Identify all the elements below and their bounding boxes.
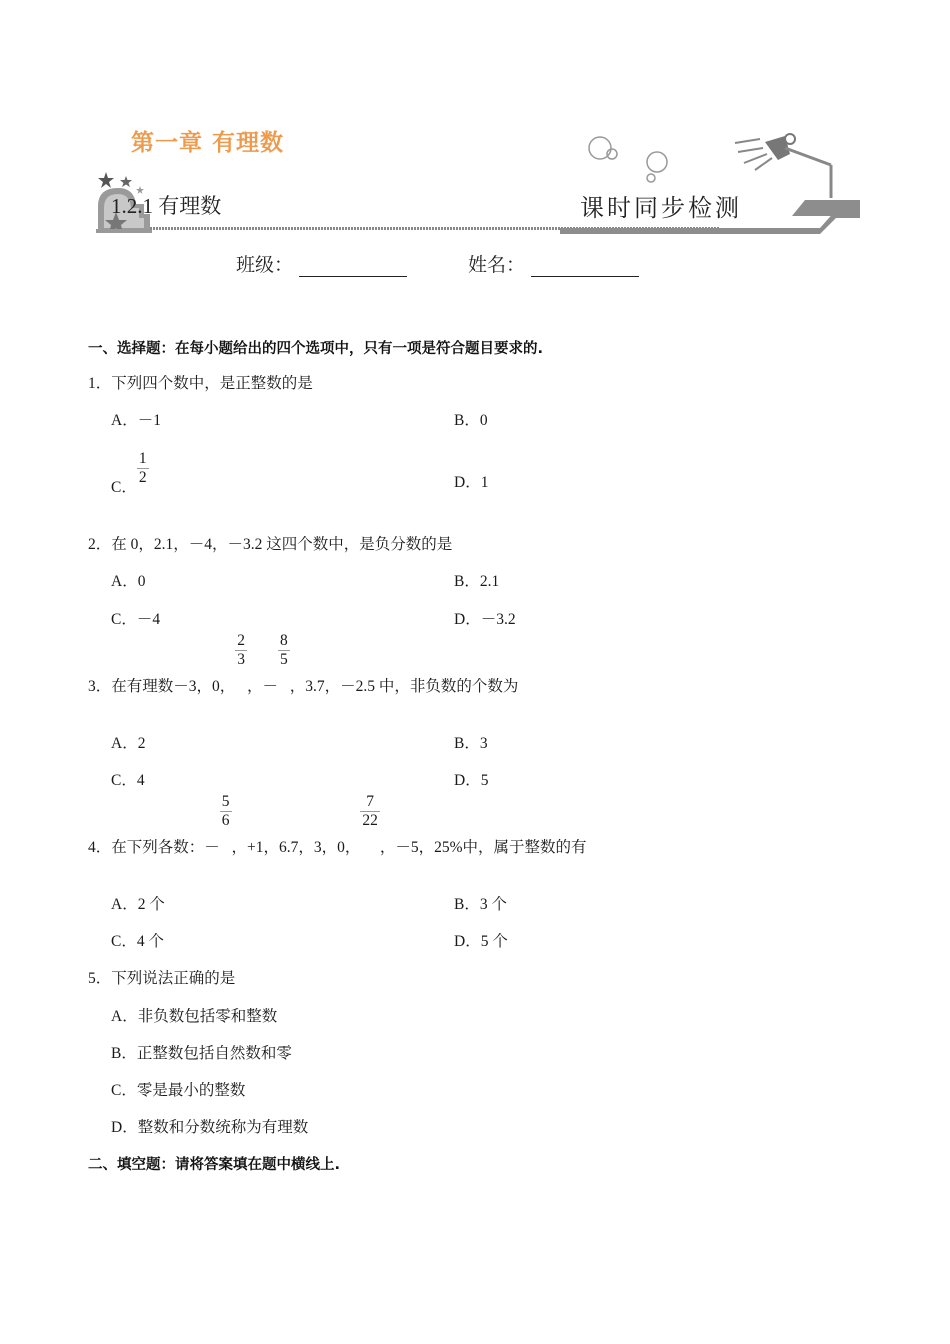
banner-base-line xyxy=(96,229,152,233)
name-field xyxy=(468,250,639,277)
fraction xyxy=(137,450,149,487)
q4-option-c[interactable]: C．4 个 xyxy=(111,933,164,950)
numerator: 2 xyxy=(237,632,246,649)
denominator: 2 xyxy=(138,469,147,486)
denominator: 3 xyxy=(237,651,246,668)
question-5-stem: 5．下列说法正确的是 xyxy=(88,970,236,987)
class-label: 班级： xyxy=(236,254,294,276)
q3-option-d[interactable]: D．5 xyxy=(454,772,489,789)
q4-stem-pre: 4．在下列各数：－ xyxy=(88,839,220,857)
fraction xyxy=(278,632,290,669)
q1-option-b[interactable]: B．0 xyxy=(454,412,488,429)
class-blank-input[interactable] xyxy=(299,258,407,277)
section-heading-fill-in: 二、填空题：请将答案填在题中横线上. xyxy=(88,1157,341,1173)
class-field xyxy=(236,250,407,277)
banner-title: 课时同步检测 xyxy=(580,194,742,222)
q2-option-d[interactable]: D．－3.2 xyxy=(454,611,516,628)
q3-stem-pre: 3．在有理数－3，0， xyxy=(88,678,236,696)
name-label: 姓名： xyxy=(468,254,526,276)
q1-option-c-label: C． xyxy=(111,479,137,497)
denominator: 6 xyxy=(221,812,230,829)
q4-stem-mid: ，+1，6.7，3，0， xyxy=(231,839,361,857)
q3-option-a[interactable]: A．2 xyxy=(111,735,146,752)
numerator: 1 xyxy=(138,450,147,467)
numerator: 7 xyxy=(366,793,375,810)
denominator: 5 xyxy=(280,651,288,668)
q3-option-c[interactable]: C．4 xyxy=(111,772,145,789)
q5-option-d[interactable]: D．整数和分数统称为有理数 xyxy=(111,1119,309,1136)
q5-option-c[interactable]: C．零是最小的整数 xyxy=(111,1082,246,1099)
q4-option-a[interactable]: A．2 个 xyxy=(111,896,165,913)
chapter-title: 第一章 有理数 xyxy=(131,130,285,156)
fraction xyxy=(235,632,247,669)
fraction xyxy=(360,793,380,830)
question-1-stem: 1．下列四个数中，是正整数的是 xyxy=(88,375,313,392)
numerator: 8 xyxy=(280,632,288,649)
q3-stem-post: ，3.7，－2.5 中，非负数的个数为 xyxy=(289,678,519,696)
name-blank-input[interactable] xyxy=(531,258,639,277)
q4-option-b[interactable]: B．3 个 xyxy=(454,896,507,913)
question-2-stem: 2．在 0，2.1，－4，－3.2 这四个数中，是负分数的是 xyxy=(88,536,453,553)
q2-option-c[interactable]: C．－4 xyxy=(111,611,161,628)
q5-option-b[interactable]: B．正整数包括自然数和零 xyxy=(111,1045,292,1062)
q1-option-c[interactable] xyxy=(111,444,149,497)
section-heading-multiple-choice: 一、选择题：在每小题给出的四个选项中，只有一项是符合题目要求的. xyxy=(88,341,544,357)
fraction xyxy=(220,793,232,830)
q5-option-a[interactable]: A．非负数包括零和整数 xyxy=(111,1008,278,1025)
q1-option-a[interactable]: A．－1 xyxy=(111,412,161,429)
question-4-stem xyxy=(88,793,587,857)
q4-option-d[interactable]: D．5 个 xyxy=(454,933,508,950)
q2-option-a[interactable]: A．0 xyxy=(111,573,146,590)
q4-stem-post: ，－5，25%中，属于整数的有 xyxy=(379,839,587,857)
q2-option-b[interactable]: B．2.1 xyxy=(454,573,500,590)
numerator: 5 xyxy=(221,793,230,810)
section-title: 1.2.1 有理数 xyxy=(111,194,222,218)
q1-option-d[interactable]: D．1 xyxy=(454,474,489,491)
denominator: 22 xyxy=(362,812,378,829)
q3-stem-mid: ，－ xyxy=(247,678,279,696)
q3-option-b[interactable]: B．3 xyxy=(454,735,488,752)
question-3-stem xyxy=(88,632,519,696)
